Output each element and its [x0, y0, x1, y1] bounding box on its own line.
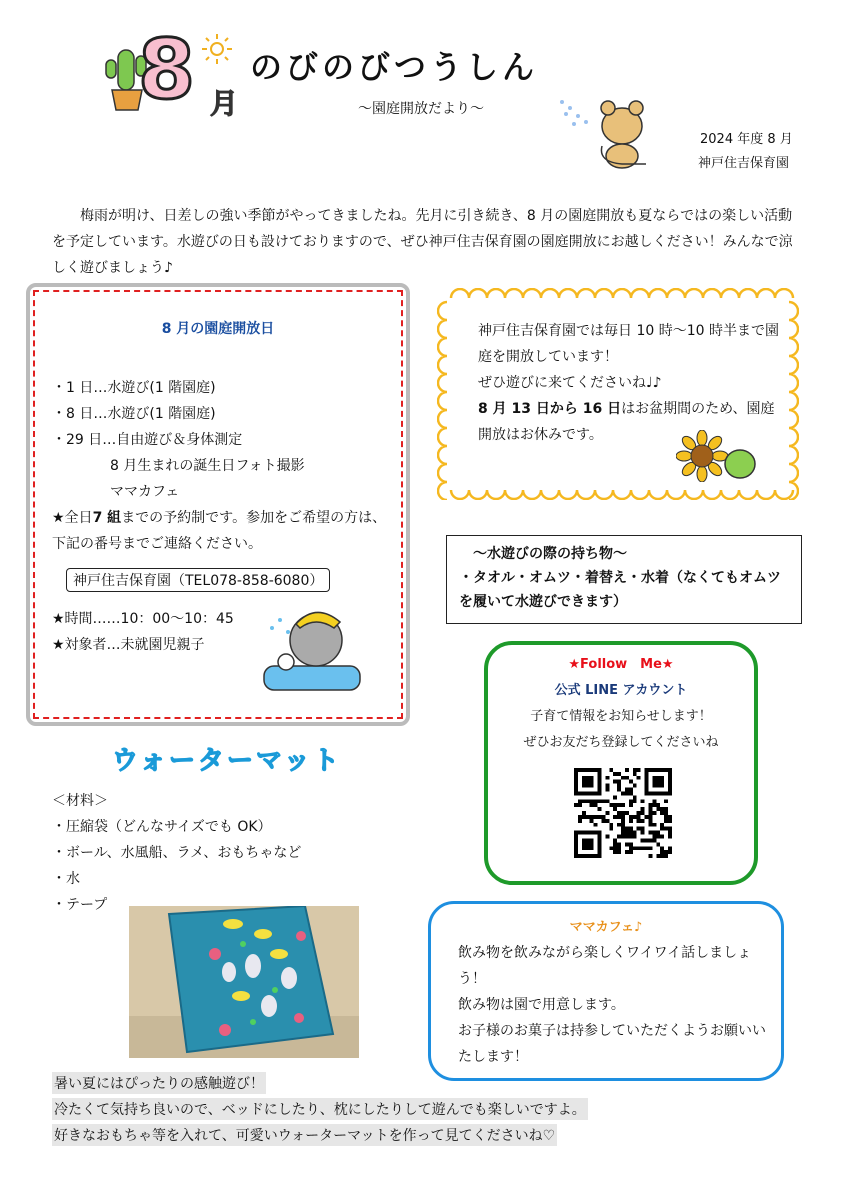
- material-item: ・テープ: [52, 897, 108, 913]
- cafe-line: 飲み物を飲みながら楽しくワイワイ話しましょう！: [458, 945, 752, 987]
- mat-note: 暑い夏にはぴったりの感触遊び！: [52, 1072, 266, 1094]
- elephant-pool-icon: [258, 600, 364, 696]
- schedule-item: ・1 日…水遊び(1 階園庭): [52, 380, 216, 396]
- materials-list: [52, 788, 301, 918]
- mat-note: 冷たくて気持ち良いので、ベッドにしたり、枕にしたりして遊んでも楽しいですよ。: [52, 1098, 588, 1120]
- mama-cafe-text: [458, 940, 768, 1070]
- line-account-line: 子育て情報をお知らせします！: [530, 709, 712, 724]
- material-item: ・圧縮袋（どんなサイズでも OK）: [52, 819, 272, 835]
- mama-cafe-heading: ママカフェ♪: [569, 920, 643, 935]
- mat-note: 好きなおもちゃ等を入れて、可愛いウォーターマットを作って見てくださいね♡: [52, 1124, 557, 1146]
- water-mat-title: ウォーターマット: [112, 746, 342, 776]
- school-name: 神戸住吉保育園: [698, 156, 790, 171]
- notice-line: 8 月 13 日から 16 日はお盆期間のため、園庭開放はお休みです。: [478, 401, 775, 443]
- water-items-heading: ～水遊びの際の持ち物～: [473, 546, 627, 562]
- notice-line: 神戸住吉保育園では毎日 10 時～10 時半まで園庭を開放しています！: [478, 323, 779, 365]
- water-mat-photo: [129, 906, 359, 1058]
- schedule-heading: 8 月の園庭開放日: [161, 321, 275, 337]
- notice-line: ぜひ遊びに来てくださいね♩♪: [478, 375, 662, 391]
- schedule-target: ★対象者…未就園児親子: [52, 637, 205, 653]
- obon-dates: 8 月 13 日から 16 日: [478, 401, 622, 417]
- sun-icon: [200, 32, 234, 66]
- schedule-sub-item: 8 月生まれの誕生日フォト撮影: [110, 458, 305, 474]
- material-item: ・水: [52, 871, 80, 887]
- schedule-item: ・8 日…水遊び(1 階園庭): [52, 406, 216, 422]
- schedule-sub-item: ママカフェ: [110, 484, 180, 500]
- follow-me-label: ★Follow Me★: [568, 657, 674, 672]
- schedule-details: [52, 606, 234, 658]
- cafe-line: お子様のお菓子は持参していただくようお願いいたします！: [458, 1023, 766, 1065]
- water-items-list: ・タオル・オムツ・着替え・水着（なくてもオムツを履いて水遊びできます）: [459, 570, 781, 610]
- schedule-time: ★時間……10：00～10：45: [52, 611, 234, 627]
- schedule-list: [52, 375, 305, 505]
- newsletter-title: のびのびつうしん: [250, 48, 539, 86]
- notice-text: [478, 318, 783, 448]
- cafe-line: 飲み物は園で用意します。: [458, 997, 625, 1013]
- intro-paragraph: 梅雨が明け、日差しの強い季節がやってきましたね。先月に引き続き、8 月の園庭開放も夏ならではの楽しい活動を予定しています。水遊びの日も設けておりますので、ぜひ神戸住吉保育園の園庭開放にお越しください！みんなで涼しく遊びましょう♪: [52, 208, 793, 276]
- month-number: 8: [138, 23, 196, 118]
- line-qr-code[interactable]: [574, 768, 672, 858]
- materials-label: ＜材料＞: [52, 793, 108, 809]
- newsletter-subtitle: ～園庭開放だより～: [358, 101, 484, 117]
- material-item: ・ボール、水風船、ラメ、おもちゃなど: [52, 845, 302, 861]
- schedule-item: ・29 日…自由遊び＆身体測定: [52, 432, 243, 448]
- line-account-line: ぜひお友だち登録してくださいね: [523, 735, 719, 750]
- month-character: 月: [210, 87, 239, 120]
- school-year: 2024 年度 8 月: [700, 132, 793, 147]
- sunflower-icon: [676, 430, 756, 482]
- phone-callout: 神戸住吉保育園（TEL078-858-6080）: [66, 568, 330, 592]
- line-account-title: 公式 LINE アカウント: [554, 683, 688, 698]
- water-items-box: [446, 535, 802, 624]
- mouse-watering-icon: [558, 96, 650, 170]
- line-account-text: [484, 652, 758, 756]
- reservation-note: ★全日7 組までの予約制です。参加をご希望の方は、下記の番号までご連絡ください。: [52, 510, 387, 552]
- reservation-limit: 7 組: [92, 510, 122, 526]
